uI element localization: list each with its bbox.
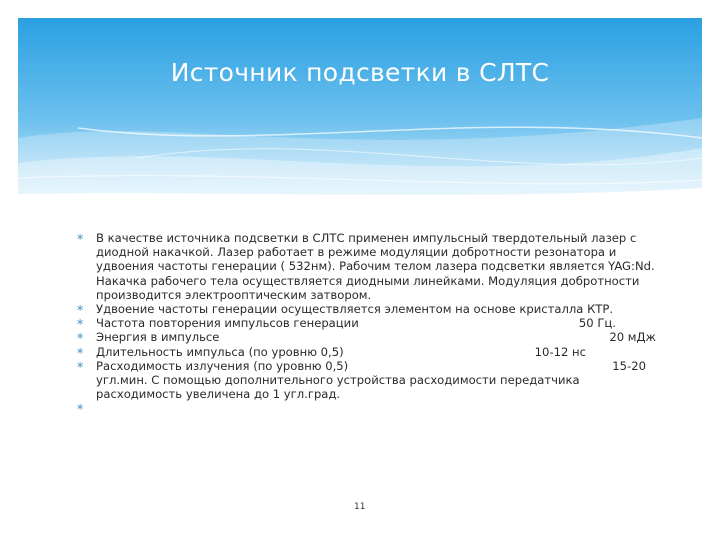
item-label: Энергия в импульсе	[96, 330, 220, 345]
item-label: Частота повторения импульсов генерации	[96, 316, 359, 331]
bullet-icon: ∗	[76, 331, 85, 343]
item-continuation: угл.мин. С помощью дополнительного устройства расходимости передатчика расходимость увеличена до 1 угл.град.	[96, 373, 580, 402]
item-text: В качестве источника подсветки в СЛТС применен импульсный твердотельный лазер с диодной накачкой. Лазер работает в режиме модуляции добротности резонатора и удвоения частоты генерации ( 532нм). Рабочим телом лазера подсветки является YAG:Nd. Накачка рабочего тела осуществляется диодными линейками. Модуляция добротности производится электрооптическим затвором.	[96, 231, 655, 302]
bullet-icon: ∗	[76, 402, 85, 414]
banner-background	[18, 18, 702, 202]
list-item	[76, 231, 656, 302]
item-label: Расходимость излучения (по уровню 0,5)	[96, 358, 349, 373]
list-item	[76, 302, 656, 316]
slide-title: Источник подсветки в СЛТС	[170, 58, 550, 87]
item-label: Длительность импульса (по уровню 0,5)	[96, 344, 344, 359]
bullet-icon: ∗	[76, 303, 85, 315]
list-item	[76, 401, 656, 421]
item-value: 50 Гц.	[578, 316, 616, 331]
item-value: 15-20	[612, 358, 646, 373]
item-text: Удвоение частоты генерации осуществляется элементом на основе кристалла КТР.	[96, 302, 614, 317]
bullet-icon: ∗	[76, 345, 85, 357]
list-item	[76, 345, 656, 359]
bullet-icon: ∗	[76, 359, 85, 371]
list-item	[76, 316, 656, 330]
list-item	[76, 330, 656, 344]
page-number: 11	[354, 502, 366, 512]
item-value: 20 мДж	[609, 330, 656, 345]
title-banner	[18, 18, 702, 202]
list-item	[76, 359, 656, 402]
bullet-list	[76, 231, 656, 421]
item-value: 10-12 нс	[534, 344, 586, 359]
bullet-icon: ∗	[76, 317, 85, 329]
bullet-icon: ∗	[76, 232, 85, 243]
